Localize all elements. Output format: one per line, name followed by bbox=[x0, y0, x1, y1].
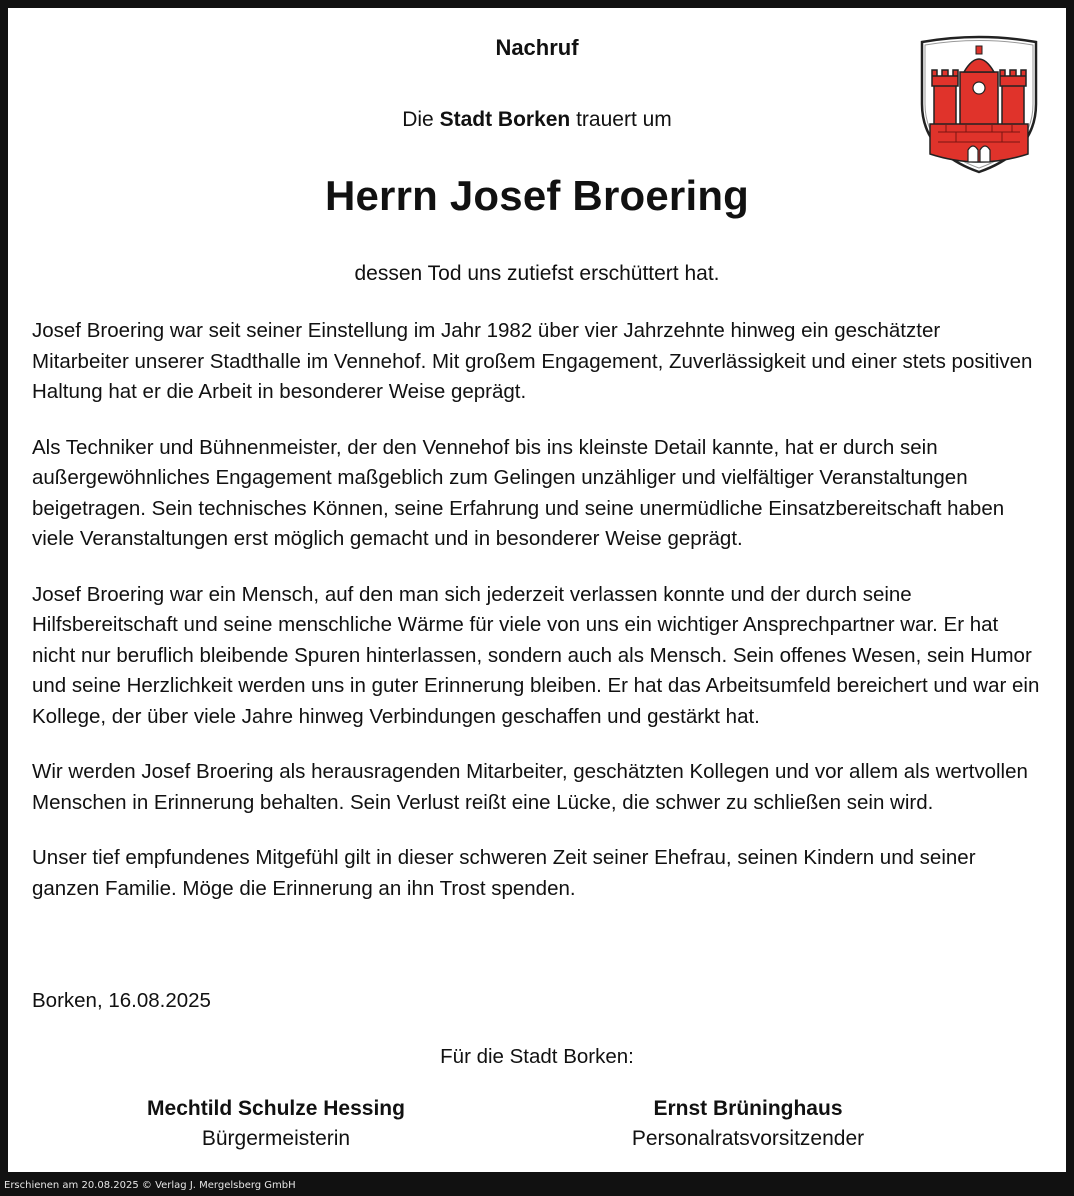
signatory-role: Personalratsvorsitzender bbox=[631, 1127, 865, 1150]
on-behalf-line: Für die Stadt Borken: bbox=[440, 1045, 634, 1068]
paragraph: Wir werden Josef Broering als herausragenden Mitarbeiter, geschätzten Kollegen und vor allem als wertvollen Menschen in Erinnerung behalten. Sein Verlust reißt eine Lücke, die schwer zu schließen sein wird. bbox=[32, 760, 1028, 814]
paragraph: Josef Broering war ein Mensch, auf den man sich jederzeit verlassen konnte und der durch seine Hilfsbereitschaft und seine menschliche Wärme für viele von uns ein wichtiger Ansprechpartner war. Er hat nicht nur beruflich bleibende Spuren hinterlassen, sondern auch als Mensch. Sein offenes Wesen, sein Humor und seine Herzlichkeit werden uns in guter Erinnerung bleiben. Er hat das Arbeitsumfeld bereichert und war ein Kollege, der über viele Jahre hinweg Verbindungen geschaffen und gestärkt hat. bbox=[32, 582, 1040, 728]
intro-line: Die Stadt Borken trauert um bbox=[402, 108, 672, 131]
notice-heading: Nachruf bbox=[495, 35, 579, 60]
signatory-name: Ernst Brüninghaus bbox=[653, 1097, 843, 1120]
signatory-staff-council bbox=[548, 1094, 948, 1154]
city-name: Stadt Borken bbox=[439, 108, 571, 131]
signatory-role: Bürgermeisterin bbox=[201, 1127, 351, 1150]
subline: dessen Tod uns zutiefst erschüttert hat. bbox=[354, 262, 720, 285]
paragraph: Josef Broering war seit seiner Einstellung im Jahr 1982 über vier Jahrzehnte hinweg ein geschätzter Mitarbeiter unserer Stadthalle im Vennehof. Mit großem Engagement, Zuverlässigkeit und einer stets positiven Haltung hat er die Arbeit in besonderer Weise geprägt. bbox=[32, 319, 1033, 403]
obituary-page bbox=[8, 8, 1066, 1172]
deceased-name: Herrn Josef Broering bbox=[324, 172, 750, 219]
signatory-mayor bbox=[76, 1094, 476, 1154]
publication-footer: Erschienen am 20.08.2025 © Verlag J. Mergelsberg GmbH bbox=[4, 1180, 296, 1191]
signatory-name: Mechtild Schulze Hessing bbox=[147, 1097, 405, 1120]
borken-coat-of-arms-icon bbox=[916, 34, 1042, 174]
obituary-text bbox=[32, 316, 1042, 929]
paragraph: Unser tief empfundenes Mitgefühl gilt in dieser schweren Zeit seiner Ehefrau, seinen Kindern und seiner ganzen Familie. Möge die Erinnerung an ihn Trost spenden. bbox=[32, 846, 976, 900]
place-date: Borken, 16.08.2025 bbox=[32, 989, 211, 1012]
paragraph: Als Techniker und Bühnenmeister, der den Vennehof bis ins kleinste Detail kannte, hat er durch sein außergewöhnliches Engagement maßgeblich zum Gelingen unzähliger und vielfältiger Veranstaltungen beigetragen. Sein technisches Können, seine Erfahrung und seine unermüdliche Einsatzbereitschaft haben viele Veranstaltungen erst möglich gemacht und in besonderer Weise geprägt. bbox=[32, 435, 1005, 550]
